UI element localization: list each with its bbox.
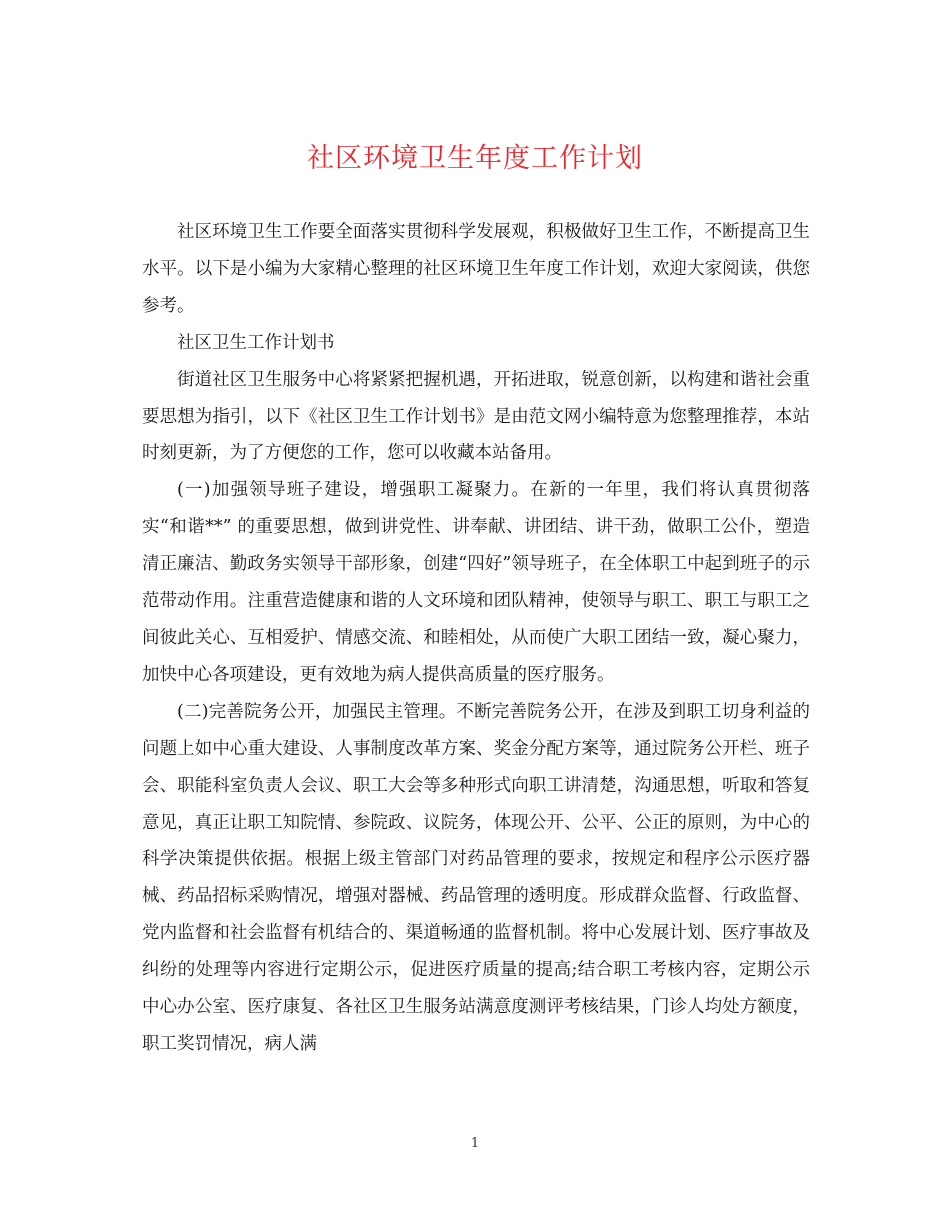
paragraph-section-1: (一)加强领导班子建设，增强职工凝聚力。在新的一年里，我们将认真贯彻落实“和谐**” 的重要思想，做到讲党性、讲奉献、讲团结、讲干劲，做职工公仆，塑造清正廉洁、勤政务实领导干部形象，创建“四好”领导班子，在全体职工中起到班子的示范带动作用。注重营造健康和谐的人文环境和团队精神，使领导与职工、职工与职工之间彼此关心、互相爱护、情感交流、和睦相处，从而使广大职工团结一致，凝心聚力，加快中心各项建设，更有效地为病人提供高质量的医疗服务。 [142, 480, 810, 685]
page-number: 1 [470, 1136, 480, 1151]
paragraph-heading: 社区卫生工作计划书 [177, 332, 335, 353]
document-body [142, 214, 810, 1063]
paragraph-intro: 社区环境卫生工作要全面落实贯彻科学发展观，积极做好卫生工作，不断提高卫生水平。以下是小编为大家精心整理的社区环境卫生年度工作计划，欢迎大家阅读，供您参考。 [142, 222, 810, 316]
document-title: 社区环境卫生年度工作计划 [307, 143, 643, 174]
paragraph-overview: 街道社区卫生服务中心将紧紧把握机遇，开拓进取，锐意创新，以构建和谐社会重要思想为指引，以下《社区卫生工作计划书》是由范文网小编特意为您整理推荐，本站时刻更新，为了方便您的工作，您可以收藏本站备用。 [142, 369, 810, 464]
paragraph-section-2: (二)完善院务公开，加强民主管理。不断完善院务公开，在涉及到职工切身利益的问题上如中心重大建设、人事制度改革方案、奖金分配方案等，通过院务公开栏、班子会、职能科室负责人会议、职工大会等多种形式向职工讲清楚，沟通思想，听取和答复意见，真正让职工知院情、参院政、议院务，体现公开、公平、公正的原则，为中心的科学决策提供依据。根据上级主管部门对药品管理的要求，按规定和程序公示医疗器械、药品招标采购情况，增强对器械、药品管理的透明度。形成群众监督、行政监督、党内监督和社会监督有机结合的、渠道畅通的监督机制。将中心发展计划、医疗事故及纠纷的处理等内容进行定期公示，促进医疗质量的提高;结合职工考核内容，定期公示中心办公室、医疗康复、各社区卫生服务站满意度测评考核结果，门诊人均处方额度，职工奖罚情况，病人满 [142, 701, 810, 1054]
